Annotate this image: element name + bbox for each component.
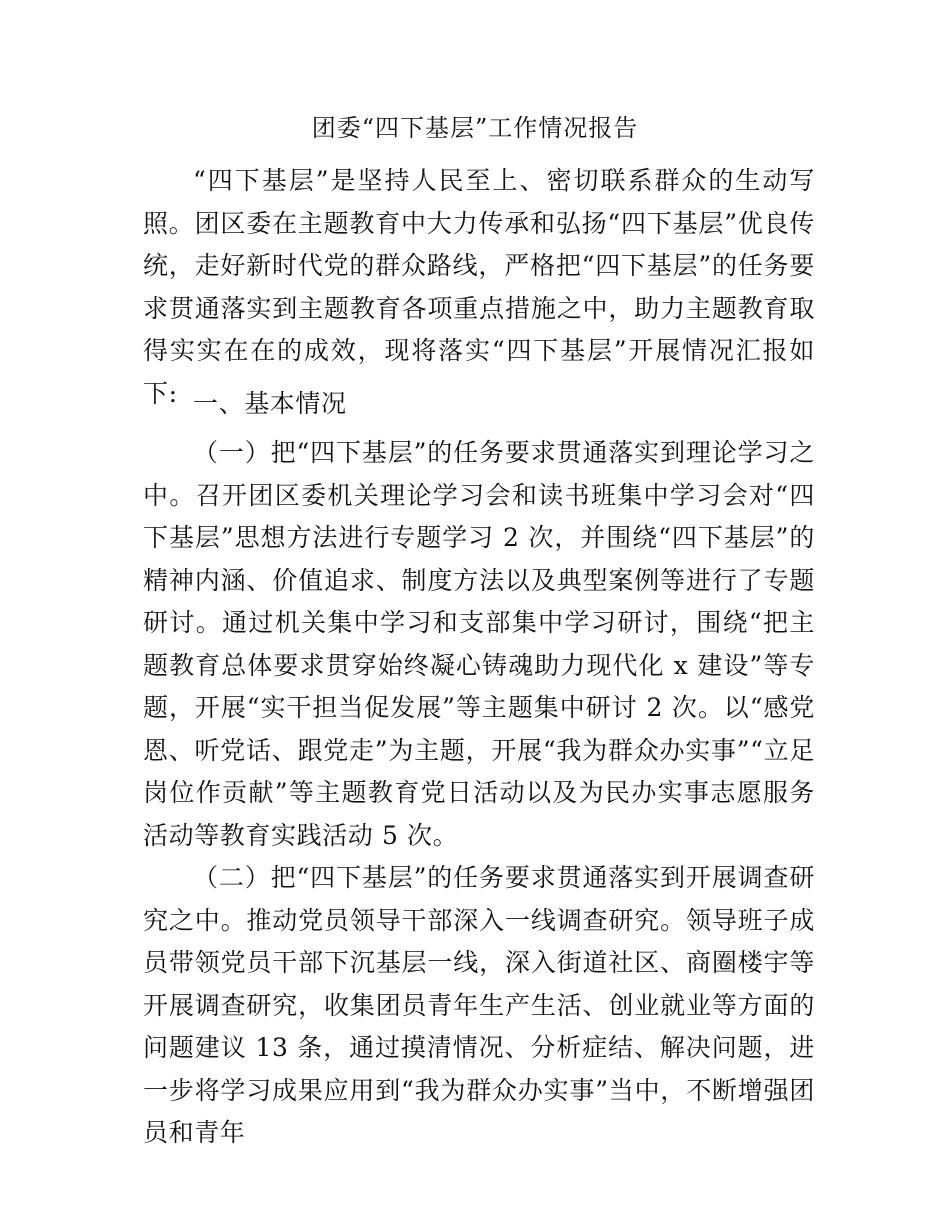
- intro-paragraph: “四下基层”是坚持人民至上、密切联系群众的生动写照。团区委在主题教育中大力传承和弘扬“四下基层”优良传统，走好新时代党的群众路线，严格把“四下基层”的任务要求贯通落实到主题教育各项重点措施之中，助力主题教育取得实实在在的成效，现将落实“四下基层”开展情况汇报如下:: [143, 166, 815, 408]
- theory-study-paragraph: （一）把“四下基层”的任务要求贯通落实到理论学习之中。召开团区委机关理论学习会和读书班集中学习会对“四下基层”思想方法进行专题学习 2 次，并围绕“四下基层”的精神内涵、价值追求、制度方法以及典型案例等进行了专题研讨。通过机关集中学习和支部集中学习研讨，围绕“把主题教育总体要求贯穿始终凝心铸魂助力现代化 x 建设”等专题，开展“实干担当促发展”等主题集中研讨 2 次。以“感党恩、听党话、跟党走”为主题，开展“我为群众办实事”“立足岗位作贡献”等主题教育党日活动以及为民办实事志愿服务活动等教育实践活动 5 次。: [143, 438, 815, 850]
- document-title: 团委“四下基层”工作情况报告: [311, 114, 639, 142]
- section-heading-basic-situation: 一、基本情况: [193, 389, 347, 418]
- research-paragraph: （二）把“四下基层”的任务要求贯通落实到开展调查研究之中。推动党员领导干部深入一线调查研究。领导班子成员带领党员干部下沉基层一线，深入街道社区、商圈楼宇等开展调查研究，收集团员青年生产生活、创业就业等方面的问题建议 13 条，通过摸清情况、分析症结、解决问题，进一步将学习成果应用到“我为群众办实事”当中，不断增强团员和青年: [143, 863, 815, 1147]
